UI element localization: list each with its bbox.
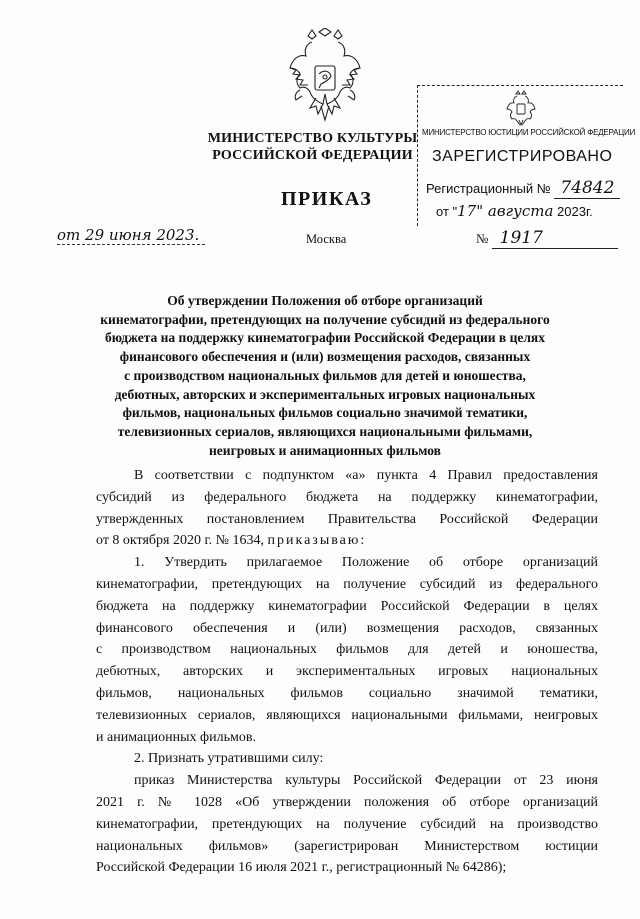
stamp-date-handwritten: 17" августа: [457, 202, 554, 220]
body-text: от 8 октября 2020 г. № 1634,: [96, 533, 268, 549]
stamp-reg-number-handwritten: 74842: [554, 178, 620, 199]
subject-line: с производством национальных фильмов для детей и юношества,: [124, 367, 526, 383]
body-line: Российской Федерации 16 июля 2021 г., регистрационный № 64286);: [96, 860, 507, 876]
body-line: и анимационных фильмов.: [96, 729, 256, 745]
subject-line: финансового обеспечения и (или) возмещения расходов, связанных: [119, 349, 531, 365]
order-subject: [90, 292, 560, 460]
body-line: фильмов, национальных фильмов социально значимой тематики,: [96, 685, 598, 701]
body-line: В соответствии с подпунктом «а» пункта 4 Правил предоставления: [134, 468, 598, 483]
order-city: Москва: [306, 232, 347, 246]
order-number-handwritten: 1917: [492, 228, 618, 249]
stamp-date-year: 2023г.: [557, 204, 593, 219]
body-line: бюджета на поддержку кинематографии Российской Федерации в целях: [96, 598, 598, 614]
body-line-order: [96, 530, 598, 552]
ministry-name-line1: МИНИСТЕРСТВО КУЛЬТУРЫ: [207, 131, 418, 146]
body-line: утвержденных постановлением Правительства Российской Федерации: [96, 511, 598, 527]
subject-line: Об утверждении Положения об отборе организаций: [167, 293, 483, 308]
russian-coat-of-arms-icon: [286, 28, 364, 124]
order-keyword: приказываю:: [267, 533, 367, 549]
body-line: национальных фильмов» (зарегистрирован Министерством юстиции: [96, 838, 598, 854]
registration-stamp: [417, 85, 636, 226]
document-type-title: ПРИКАЗ: [281, 188, 373, 210]
order-body: [96, 465, 598, 879]
stamp-registered: ЗАРЕГИСТРИРОВАНО: [432, 148, 613, 165]
stamp-ministry: МИНИСТЕРСТВО ЮСТИЦИИ РОССИЙСКОЙ ФЕДЕРАЦИИ: [422, 128, 636, 137]
body-line: кинематографии, претендующих на получение субсидий из федерального: [96, 576, 598, 592]
body-line: субсидий из федерального бюджета на поддержку кинематографии,: [96, 489, 598, 505]
stamp-coat-of-arms-icon: [506, 90, 536, 126]
body-line: 2021 г. № 1028 «Об утверждении положения об отборе организаций: [96, 794, 598, 810]
subject-line: кинематографии, претендующих на получение субсидий из федерального: [100, 311, 550, 327]
body-line: дебютных, авторских и экспериментальных игровых национальных: [96, 664, 598, 680]
body-line: телевизионных сериалов, являющихся национальными фильмами, неигровых: [96, 707, 598, 723]
body-line: 1. Утвердить прилагаемое Положение об отборе организаций: [134, 555, 598, 571]
order-number: [476, 228, 618, 249]
body-line: с производством национальных фильмов для детей и юношества,: [96, 642, 598, 658]
body-line: кинематографии, претендующих на получение субсидий на производство: [96, 816, 598, 832]
stamp-reg-label: Регистрационный №: [426, 181, 551, 196]
subject-line: телевизионных сериалов, являющихся национальными фильмами,: [117, 423, 533, 439]
body-line: финансового обеспечения и (или) возмещения расходов, связанных: [96, 620, 598, 636]
subject-line: фильмов, национальных фильмов социально значимой тематики,: [122, 405, 528, 421]
ministry-name: [205, 130, 420, 164]
order-date-handwritten: от 29 июня 2023.: [57, 226, 205, 245]
body-line: 2. Признать утратившими силу:: [134, 751, 324, 767]
subject-line: неигровых и анимационных фильмов: [209, 442, 441, 458]
order-number-label: №: [476, 231, 489, 246]
stamp-registration-number: [426, 178, 620, 198]
stamp-date: [436, 202, 593, 220]
subject-line: дебютных, авторских и экспериментальных игровых национальных: [114, 386, 536, 402]
stamp-date-prefix: от ": [436, 204, 458, 219]
subject-line: бюджета на поддержку кинематографии Российской Федерации в целях: [104, 330, 545, 346]
ministry-name-line2: РОССИЙСКОЙ ФЕДЕРАЦИИ: [212, 148, 413, 163]
body-line: приказ Министерства культуры Российской Федерации от 23 июня: [134, 773, 598, 789]
